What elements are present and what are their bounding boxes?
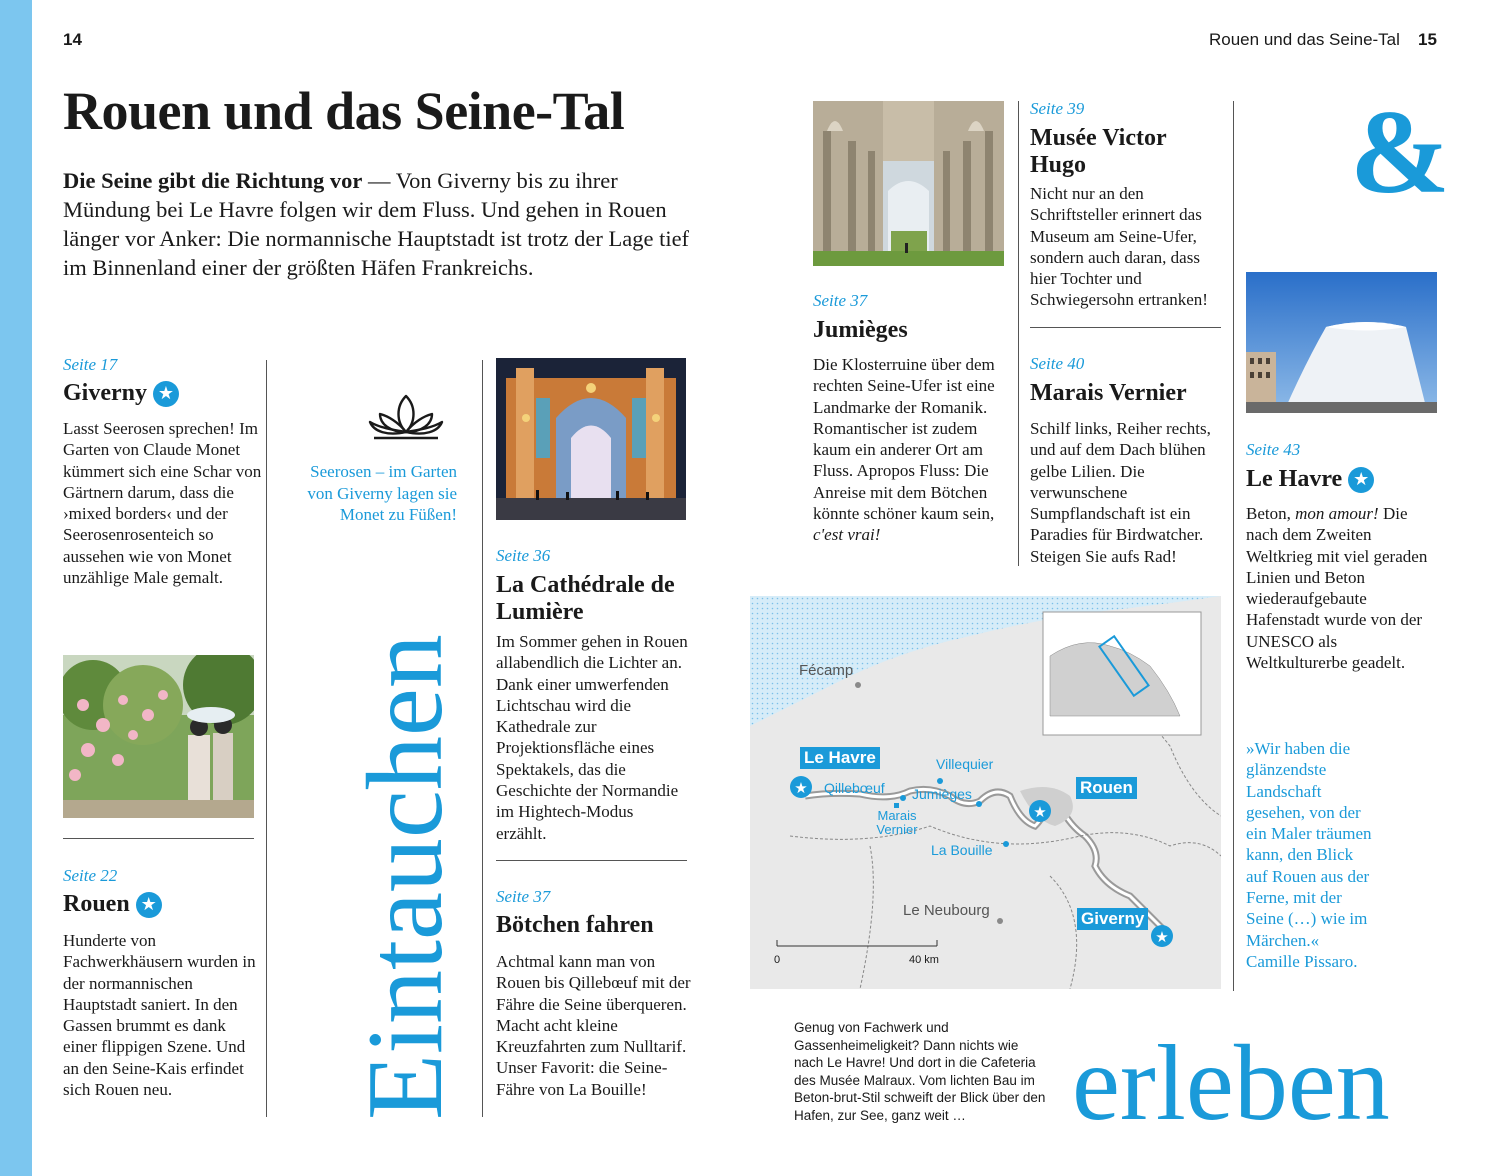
quote-author: Camille Pissaro. [1246,951,1358,971]
jumieges-abbey-photo [813,101,1004,266]
lehavre-text [1246,503,1438,673]
column-divider [266,360,267,1117]
jumieges-page-ref: Seite 37 [813,291,868,310]
marais-title: Marais Vernier [1030,380,1187,406]
lehavre-text-italic: mon amour! [1295,504,1379,523]
lotus-icon [366,392,446,449]
giverny-title: Giverny [63,380,147,406]
lehavre-title: Le Havre [1246,466,1343,492]
jumieges-title: Jumièges [813,317,908,343]
victor-hugo-title: Musée Victor Hugo [1030,125,1167,178]
star-icon: ★ [153,381,179,407]
lotus-caption: Seerosen – im Garten von Giverny lagen sie Monet zu Füßen! [307,462,457,524]
intro-dash: — [362,168,396,193]
boetchen-text: Achtmal kann man von Rouen bis Qillebœuf mit der Fähre die Seine überqueren. Macht acht kleine Kreuzfahrten zum Nulltarif. Unser Favorit: die Seine-Fähre von La Bouille! [496,952,691,1099]
page-number-left: 14 [63,30,82,49]
map-label-giverny: Giverny [1077,908,1148,930]
page-edge-bar [0,0,32,1176]
column-divider [1018,101,1019,566]
intro-paragraph [63,166,693,282]
svg-text:★: ★ [1155,928,1169,946]
map-label-jumieges: Jumièges [912,786,972,802]
running-title: Rouen und das Seine-Tal [1209,30,1400,49]
lehavre-page-ref: Seite 43 [1246,440,1301,459]
star-icon: ★ [1348,467,1374,493]
map-scale-end: 40 km [909,954,939,966]
marais-text: Schilf links, Reiher rechts, und auf dem Dach blühen gelbe Lilien. Die verwunschene Sumpflandschaft ist ein Paradies für Birdwatcher. Steigen Sie aufs Rad! [1030,419,1211,566]
lehavre-heading [1246,466,1374,493]
quote-text: »Wir haben die glänzendste Landschaft gesehen, von der ein Maler träumen kann, den Blick auf Rouen aus der Ferne, mit der Seine (…) wie im Märchen.« [1246,739,1372,950]
cathedrale-text: Im Sommer gehen in Rouen allabendlich die Lichter an. Dank einer umwerfenden Lichtschau wird die Kathedrale zur Projektionsfläche eines Spektakels, das die Geschichte der Normandie im Hightech-Modus erzählt. [496,632,688,843]
victor-hugo-page-ref: Seite 39 [1030,99,1085,118]
intro-lead: Die Seine gibt die Richtung vor [63,168,363,193]
map-label-rouen: Rouen [1076,777,1137,799]
rouen-title: Rouen [63,891,130,917]
map-label-qillebeuf: Qillebœuf [824,780,885,796]
jumieges-text [813,354,1013,546]
pissaro-quote [1246,738,1376,972]
map-label-marais: Marais Vernier [876,808,918,837]
rouen-heading [63,891,162,918]
map-label-leneubourg: Le Neubourg [903,902,990,919]
svg-text:★: ★ [794,779,808,797]
column-divider [482,360,483,1117]
jumieges-text-main: Die Klosterruine über dem rechten Seine-Ufer ist eine Landmarke der Romanik. Romantischer ist zudem kaum ein anderer Ort am Fluss. Apropos Fluss: Die Anreise mit dem Bötchen könnte schöner kaum sein, [813,355,995,524]
map-label-villequier: Villequier [936,756,994,772]
map-caption: Genug von Fachwerk und Gassenheimeligkeit? Dann nichts wie nach Le Havre! Und dort in die Cafeteria des Musée Malraux. Vom lichten Bau im Beton-brut-Stil schweift der Blick über den Hafen, zur See, ganz weit … [794,1020,1046,1123]
jumieges-text-italic: c'est vrai! [813,525,881,545]
ampersand: & [1350,85,1450,218]
map-label-lehavre: Le Havre [800,747,880,769]
seine-valley-map [750,596,1221,989]
rouen-page-ref: Seite 22 [63,866,118,885]
map-label-labouille: La Bouille [931,842,993,858]
giverny-heading [63,380,179,407]
cathedral-light-show-photo [496,358,686,520]
star-icon: ★ [136,892,162,918]
cathedrale-title: La Cathédrale de Lumière [496,572,675,625]
map-label-fecamp: Fécamp [799,662,854,679]
vertical-word: Eintauchen [346,634,465,1120]
giverny-page-ref: Seite 17 [63,355,118,374]
page-number-right: 15 [1418,30,1437,49]
le-havre-volcano-photo [1246,272,1437,413]
page-title: Rouen und das Seine-Tal [63,81,625,141]
divider [496,860,687,861]
lehavre-text-main: Die nach dem Zweiten Weltkrieg mit viel geraden Linien und Beton wiederaufgebaute Hafenstadt wurde von der UNESCO als Weltkulturerbe geadelt. [1246,504,1428,673]
giverny-text: Lasst Seerosen sprechen! Im Garten von Claude Monet kümmert sich eine Schar von Gärtnern darum, dass die ›mixed borders‹ und der Seerosenrosenteich so aussehen wie von Monet unzählige Male gemalt. [63,419,262,588]
intro-text: Von Giverny bis zu ihrer Mündung bei Le Havre folgen wir dem Fluss. Und gehen in Rouen länger vor Anker: Die normannische Hauptstadt ist trotz der Lage tief im Binnenland einer der größten Häfen Frankreichs. [63,168,690,280]
giverny-garden-photo [63,655,254,818]
rouen-text: Hunderte von Fachwerkhäusern wurden in der normannischen Hauptstadt saniert. In den Gassen brummt es dank einer flippigen Szene. Und an den Seine-Kais erfindet sich Rouen neu. [63,931,256,1100]
divider [63,838,254,839]
boetchen-title: Bötchen fahren [496,912,654,938]
column-divider [1233,101,1234,991]
map-scale-start: 0 [774,954,781,966]
divider [1030,327,1221,328]
svg-text:★: ★ [1033,803,1047,821]
bottom-word: erleben [1072,1024,1390,1143]
boetchen-page-ref: Seite 37 [496,887,551,906]
lehavre-text-lead: Beton, [1246,504,1291,523]
cathedrale-page-ref: Seite 36 [496,546,551,565]
marais-page-ref: Seite 40 [1030,354,1085,373]
victor-hugo-text: Nicht nur an den Schriftsteller erinnert das Museum am Seine-Ufer, sondern auch daran, dass hier Tochter und Schwiegersohn ertranken! [1030,184,1208,310]
